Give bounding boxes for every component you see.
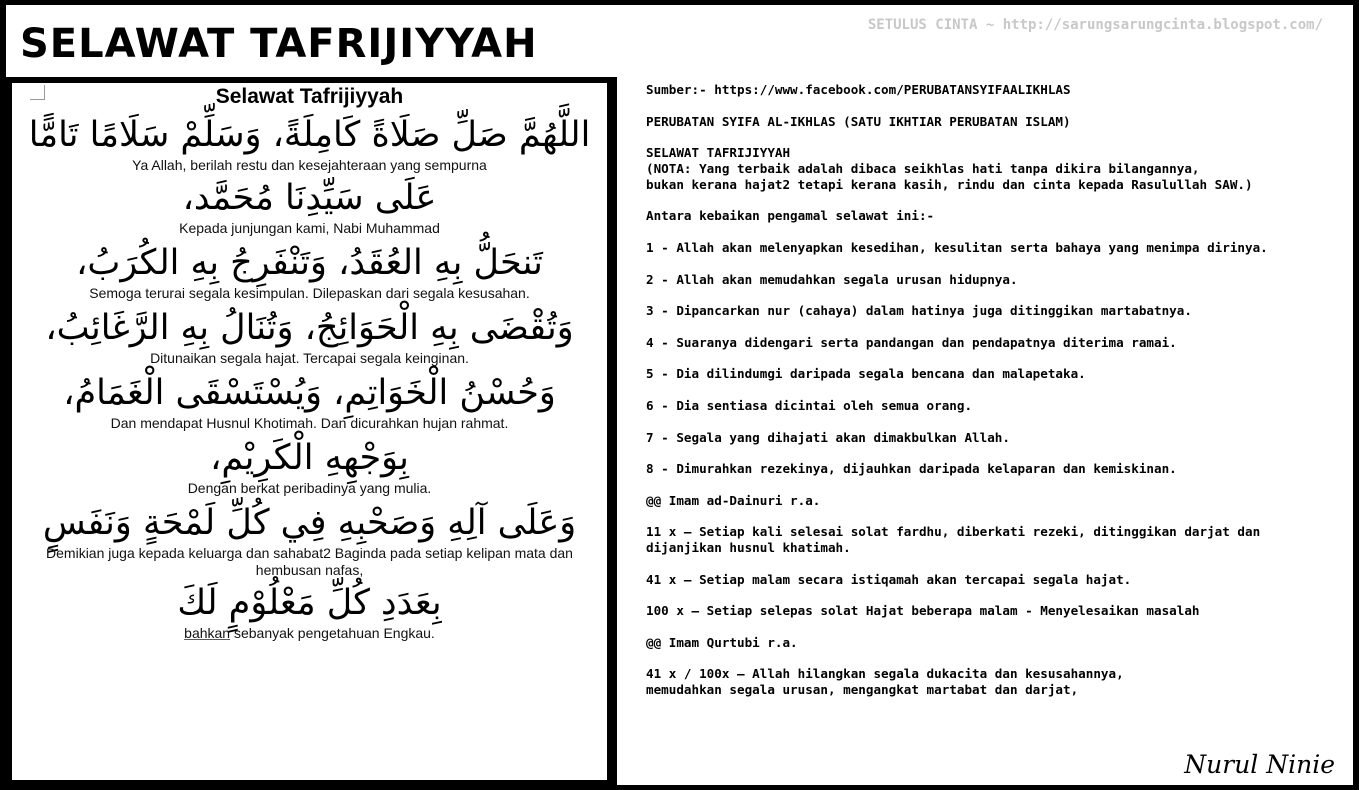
info-line: SELAWAT TAFRIJIYYAH (646, 145, 791, 161)
info-line: Antara kebaikan pengamal selawat ini:- (646, 208, 935, 224)
info-line: bukan kerana hajat2 tetapi kerana kasih, rindu dan cinta kepada Rasulullah SAW.) (646, 176, 1253, 192)
stanza-4 (12, 306, 607, 367)
info-line: 41 x / 100x – Allah hilangkan segala dukacita dan kesusahannya, (646, 666, 1124, 682)
info-line: 41 x – Setiap malam secara istiqamah akan tercapai segala hajat. (646, 571, 1132, 587)
title-box (6, 5, 617, 77)
arabic-line: عَلَى سَيِّدِنَا مُحَمَّد، (182, 178, 437, 218)
info-line: Sumber:- https://www.facebook.com/PERUBATANSYIFAALIKHLAS (646, 82, 1071, 97)
author-signature: Nurul Ninie (1184, 750, 1335, 779)
info-line: 2 - Allah akan memudahkan segala urusan hidupnya. (646, 271, 1018, 287)
info-line: dijanjikan husnul khatimah. (646, 540, 851, 556)
info-text (646, 82, 1346, 698)
info-line: 7 - Segala yang dihajati akan dimakbulkan Allah. (646, 429, 1010, 445)
stanza-1 (12, 113, 607, 174)
translation-line: Ya Allah, berilah restu dan kesejahteraan yang sempurna (132, 157, 487, 173)
info-line: 100 x – Setiap selepas solat Hajat beberapa malam - Menyelesaikan masalah (646, 603, 1200, 619)
arabic-line: اللَّهُمَّ صَلِّ صَلَاةً كَامِلَةً، وَسَلِّمْ سَلَامًا تَامًّا (28, 115, 591, 155)
arabic-line: وَتُقْضَى بِهِ الْحَوَائِجُ، وَتُنَالُ بِهِ الرَّغَائِبُ، (45, 308, 574, 348)
stanza-5 (12, 371, 607, 432)
info-line: 11 x – Setiap kali selesai solat fardhu, diberkati rezeki, ditinggikan darjat dan (646, 524, 1261, 540)
arabic-line: وَحُسْنُ الْخَوَاتِمِ، وَيُسْتَسْقَى الْغَمَامُ، (63, 373, 556, 413)
info-line: @@ Imam Qurtubi r.a. (646, 634, 798, 650)
info-line: @@ Imam ad-Dainuri r.a. (646, 492, 821, 508)
info-line: (NOTA: Yang terbaik adalah dibaca seikhlas hati tanpa dikira bilangannya, (646, 160, 1200, 176)
page-title: SELAWAT TAFRIJIYYAH (20, 21, 538, 67)
info-line: 3 - Dipancarkan nur (cahaya) dalam hatinya juga ditinggikan martabatnya. (646, 303, 1192, 319)
translation-line: Demikian juga kepada keluarga dan sahabat2 Baginda pada setiap kelipan mata dan hembusan nafas, (46, 545, 573, 578)
info-line: memudahkan segala urusan, mengangkat martabat dan darjat, (646, 682, 1079, 698)
stanza-7 (12, 501, 607, 579)
translation-line: Semoga terurai segala kesimpulan. Dilepaskan dari segala kesusahan. (89, 285, 530, 301)
stanza-8 (12, 581, 607, 642)
info-line: 6 - Dia sentiasa dicintai oleh semua orang. (646, 397, 973, 413)
spellcheck-underlined-word: bahkan (184, 625, 231, 641)
info-line: 5 - Dia dilindumgi daripada segala bencana dan malapetaka. (646, 366, 1086, 382)
info-line: 8 - Dimurahkan rezekinya, dijauhkan daripada kelaparan dan kemiskinan. (646, 461, 1177, 477)
stanza-6 (12, 436, 607, 497)
translation-rest: sebanyak pengetahuan Engkau. (230, 625, 435, 641)
translation-line (12, 625, 607, 642)
translation-line: Ditunaikan segala hajat. Tercapai segala keinginan. (150, 350, 469, 366)
translation-line: Kepada junjungan kami, Nabi Muhammad (179, 220, 440, 236)
arabic-line: بِعَدَدِ كُلِّ مَعْلُوْمٍ لَكَ (177, 583, 442, 623)
info-panel (617, 5, 1353, 785)
translation-line: Dengan berkat peribadinya yang mulia. (187, 480, 432, 496)
info-line: 4 - Suaranya didengari serta pandangan dan pendapatnya diterima ramai. (646, 334, 1177, 350)
stanza-2 (12, 176, 607, 237)
stanza-3 (12, 241, 607, 302)
site-banner: SETULUS CINTA ~ http://sarungsarungcinta.blogspot.com/ (867, 17, 1323, 33)
page-corner-mark (30, 85, 45, 100)
selawat-document (12, 83, 607, 780)
info-line: PERUBATAN SYIFA AL-IKHLAS (SATU IKHTIAR PERUBATAN ISLAM) (646, 113, 1071, 129)
arabic-line: وَعَلَى آلِهِ وَصَحْبِهِ فِي كُلِّ لَمْحَةٍ وَنَفَسٍ (42, 503, 577, 543)
document-title: Selawat Tafrijiyyah (215, 85, 404, 108)
arabic-line: تَنحَلُّ بِهِ العُقَدُ، وَتَنْفَرِجُ بِهِ الكُرَبُ، (76, 243, 543, 283)
arabic-line: بِوَجْهِهِ الْكَرِيْمِ، (210, 438, 409, 478)
translation-line: Dan mendapat Husnul Khotimah. Dan dicurahkan hujan rahmat. (110, 415, 509, 431)
info-line: 1 - Allah akan melenyapkan kesedihan, kesulitan serta bahaya yang menimpa dirinya. (646, 239, 1268, 255)
